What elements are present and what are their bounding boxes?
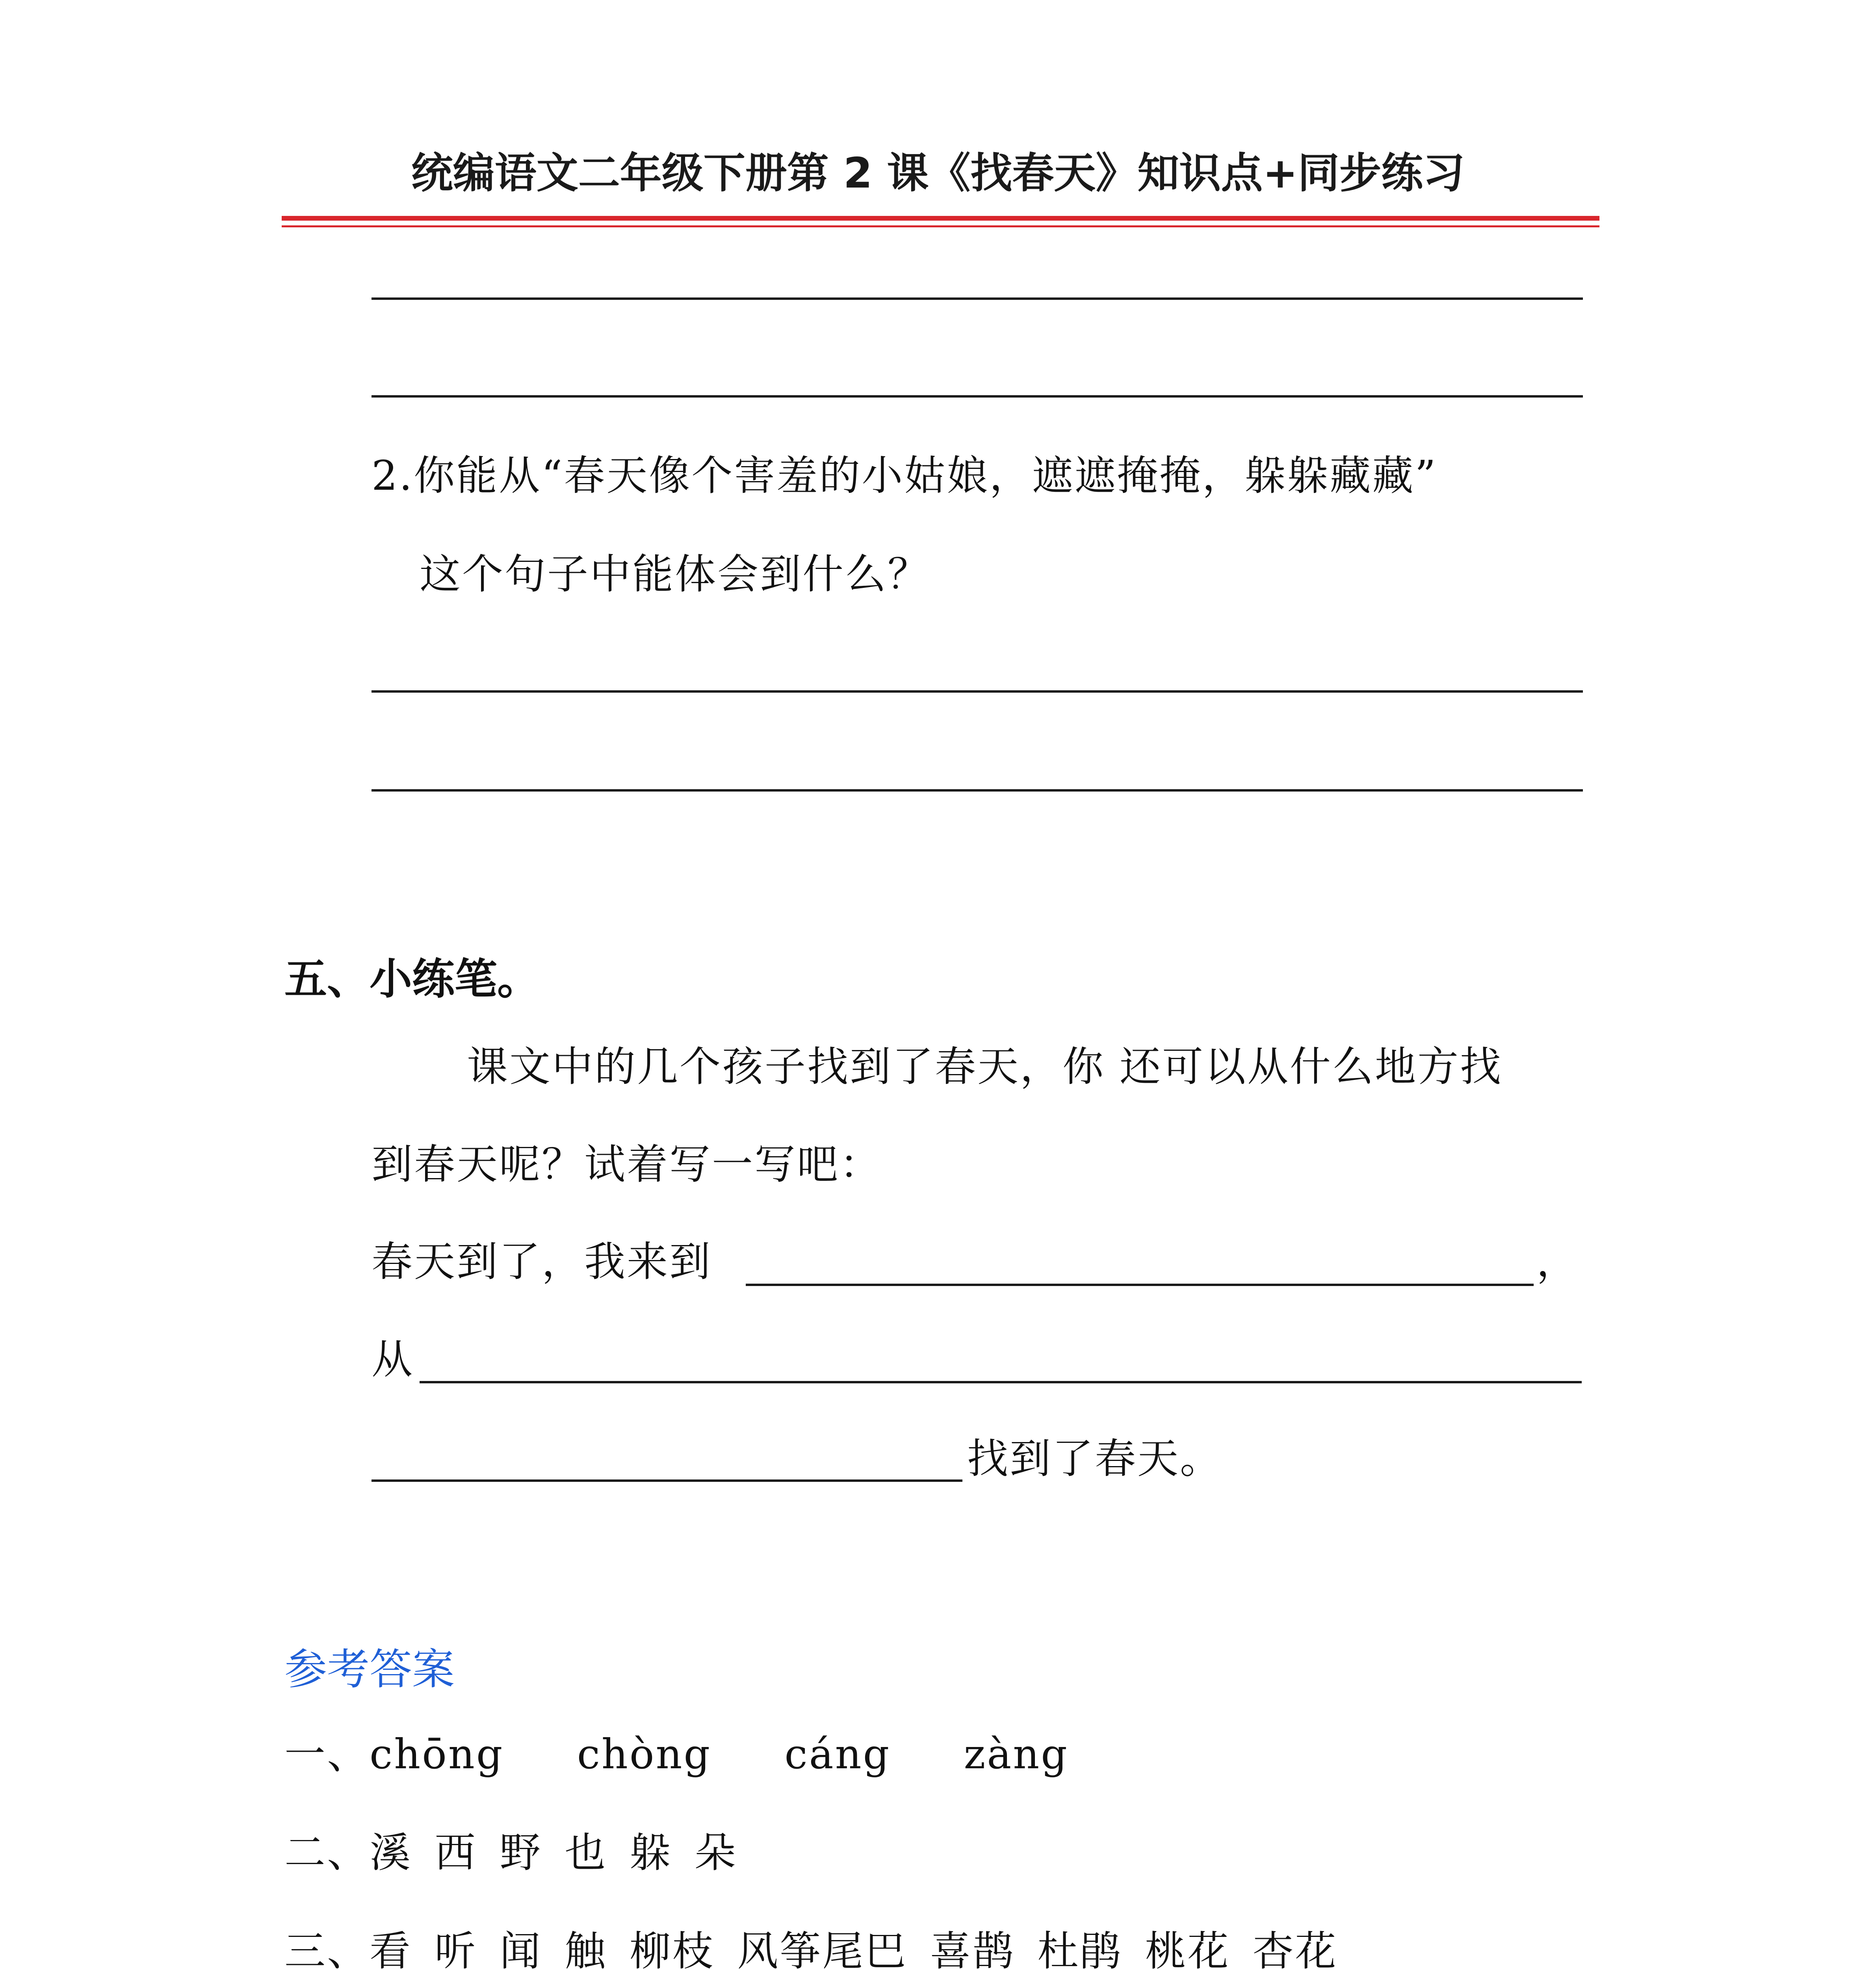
question-2-line-2: 这个句子中能体会到什么？ (420, 550, 931, 598)
fill-blank (371, 1479, 962, 1482)
answer-line (371, 789, 1583, 792)
document-title: 统编语文二年级下册第 2 课《找春天》知识点+同步练习 (411, 149, 1465, 197)
answer-2: 二、溪 西 野 也 躲 朵 (284, 1829, 737, 1877)
fill-blank (420, 1381, 1582, 1383)
answer-line (371, 297, 1583, 300)
fill-line-2-prefix: 从 (371, 1335, 414, 1383)
section-5-prompt-line-1: 课文中的几个孩子找到了春天，你 还可以从什么地方找 (467, 1043, 1503, 1091)
answer-3: 三、看 听 闻 触 柳枝 风筝尾巴 喜鹊 杜鹃 桃花 杏花 (284, 1927, 1338, 1970)
question-2-line-1: 2.你能从“春天像个害羞的小姑娘，遮遮掩掩，躲躲藏藏” (371, 452, 1438, 500)
fill-line-1-suffix: ， (1536, 1238, 1579, 1286)
fill-line-1-prefix: 春天到了，我来到 (371, 1238, 712, 1286)
answers-title: 参考答案 (284, 1645, 455, 1694)
section-5-title: 五、小练笔。 (284, 955, 540, 1004)
answer-line (371, 395, 1583, 398)
fill-line-3-suffix: 找到了春天。 (967, 1435, 1223, 1483)
fill-blank (746, 1284, 1534, 1286)
section-5-prompt-line-2: 到春天呢？试着写一写吧： (371, 1140, 882, 1188)
header-rule-thin (282, 225, 1599, 227)
answer-1: 一、chōng chòng cáng zàng (284, 1730, 1069, 1778)
header-rule-thick (282, 216, 1599, 221)
answer-line (371, 690, 1583, 693)
